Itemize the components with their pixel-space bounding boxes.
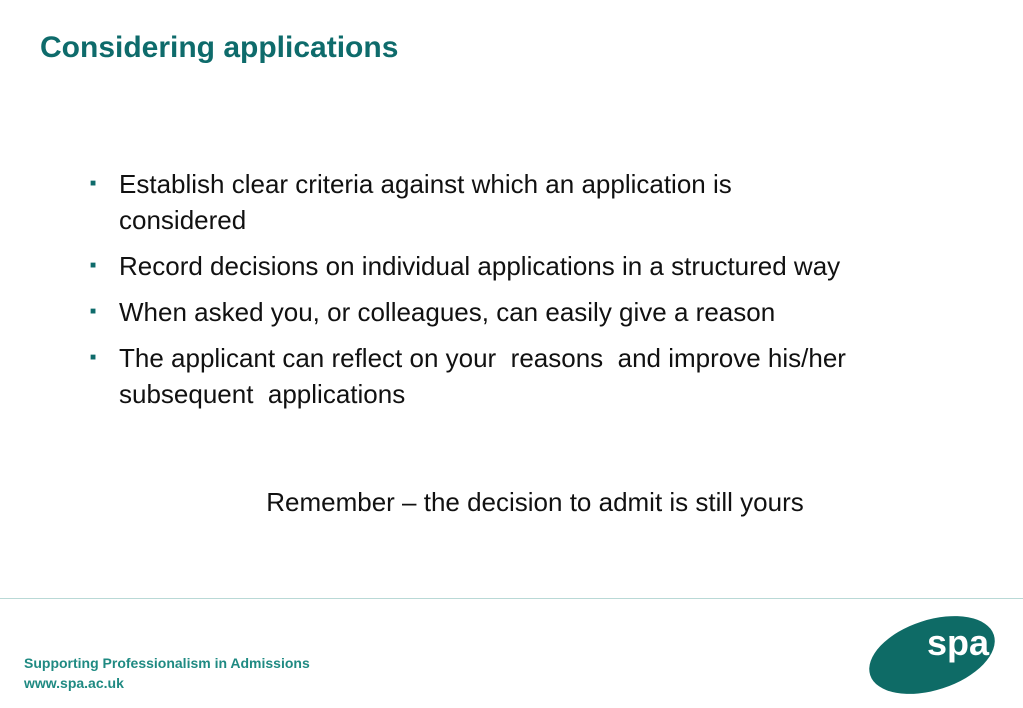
square-bullet-icon: ■ (90, 352, 97, 363)
slide-title: Considering applications (40, 31, 399, 64)
spa-logo (866, 612, 998, 696)
bullet-text: The applicant can reflect on your reasons and improve his/her subsequent applications (119, 343, 846, 409)
footer-url: www.spa.ac.uk (24, 675, 124, 691)
remember-note: Remember – the decision to admit is still yours (266, 487, 804, 517)
square-bullet-icon: ■ (90, 306, 97, 317)
square-bullet-icon: ■ (90, 178, 97, 189)
footer-tagline: Supporting Professionalism in Admissions (24, 655, 310, 671)
bullet-item (90, 166, 980, 238)
spa-logo-text: spa (927, 622, 990, 663)
bullet-item (90, 294, 980, 330)
footer-divider (0, 598, 1023, 599)
bullet-text: When asked you, or colleagues, can easily give a reason (119, 297, 776, 327)
bullet-text: Establish clear criteria against which an application is considered (119, 169, 732, 235)
bullet-item (90, 248, 980, 284)
square-bullet-icon: ■ (90, 260, 97, 271)
bullet-text: Record decisions on individual applications in a structured way (119, 251, 841, 281)
bullet-item (90, 340, 980, 412)
bullet-list (90, 166, 980, 422)
